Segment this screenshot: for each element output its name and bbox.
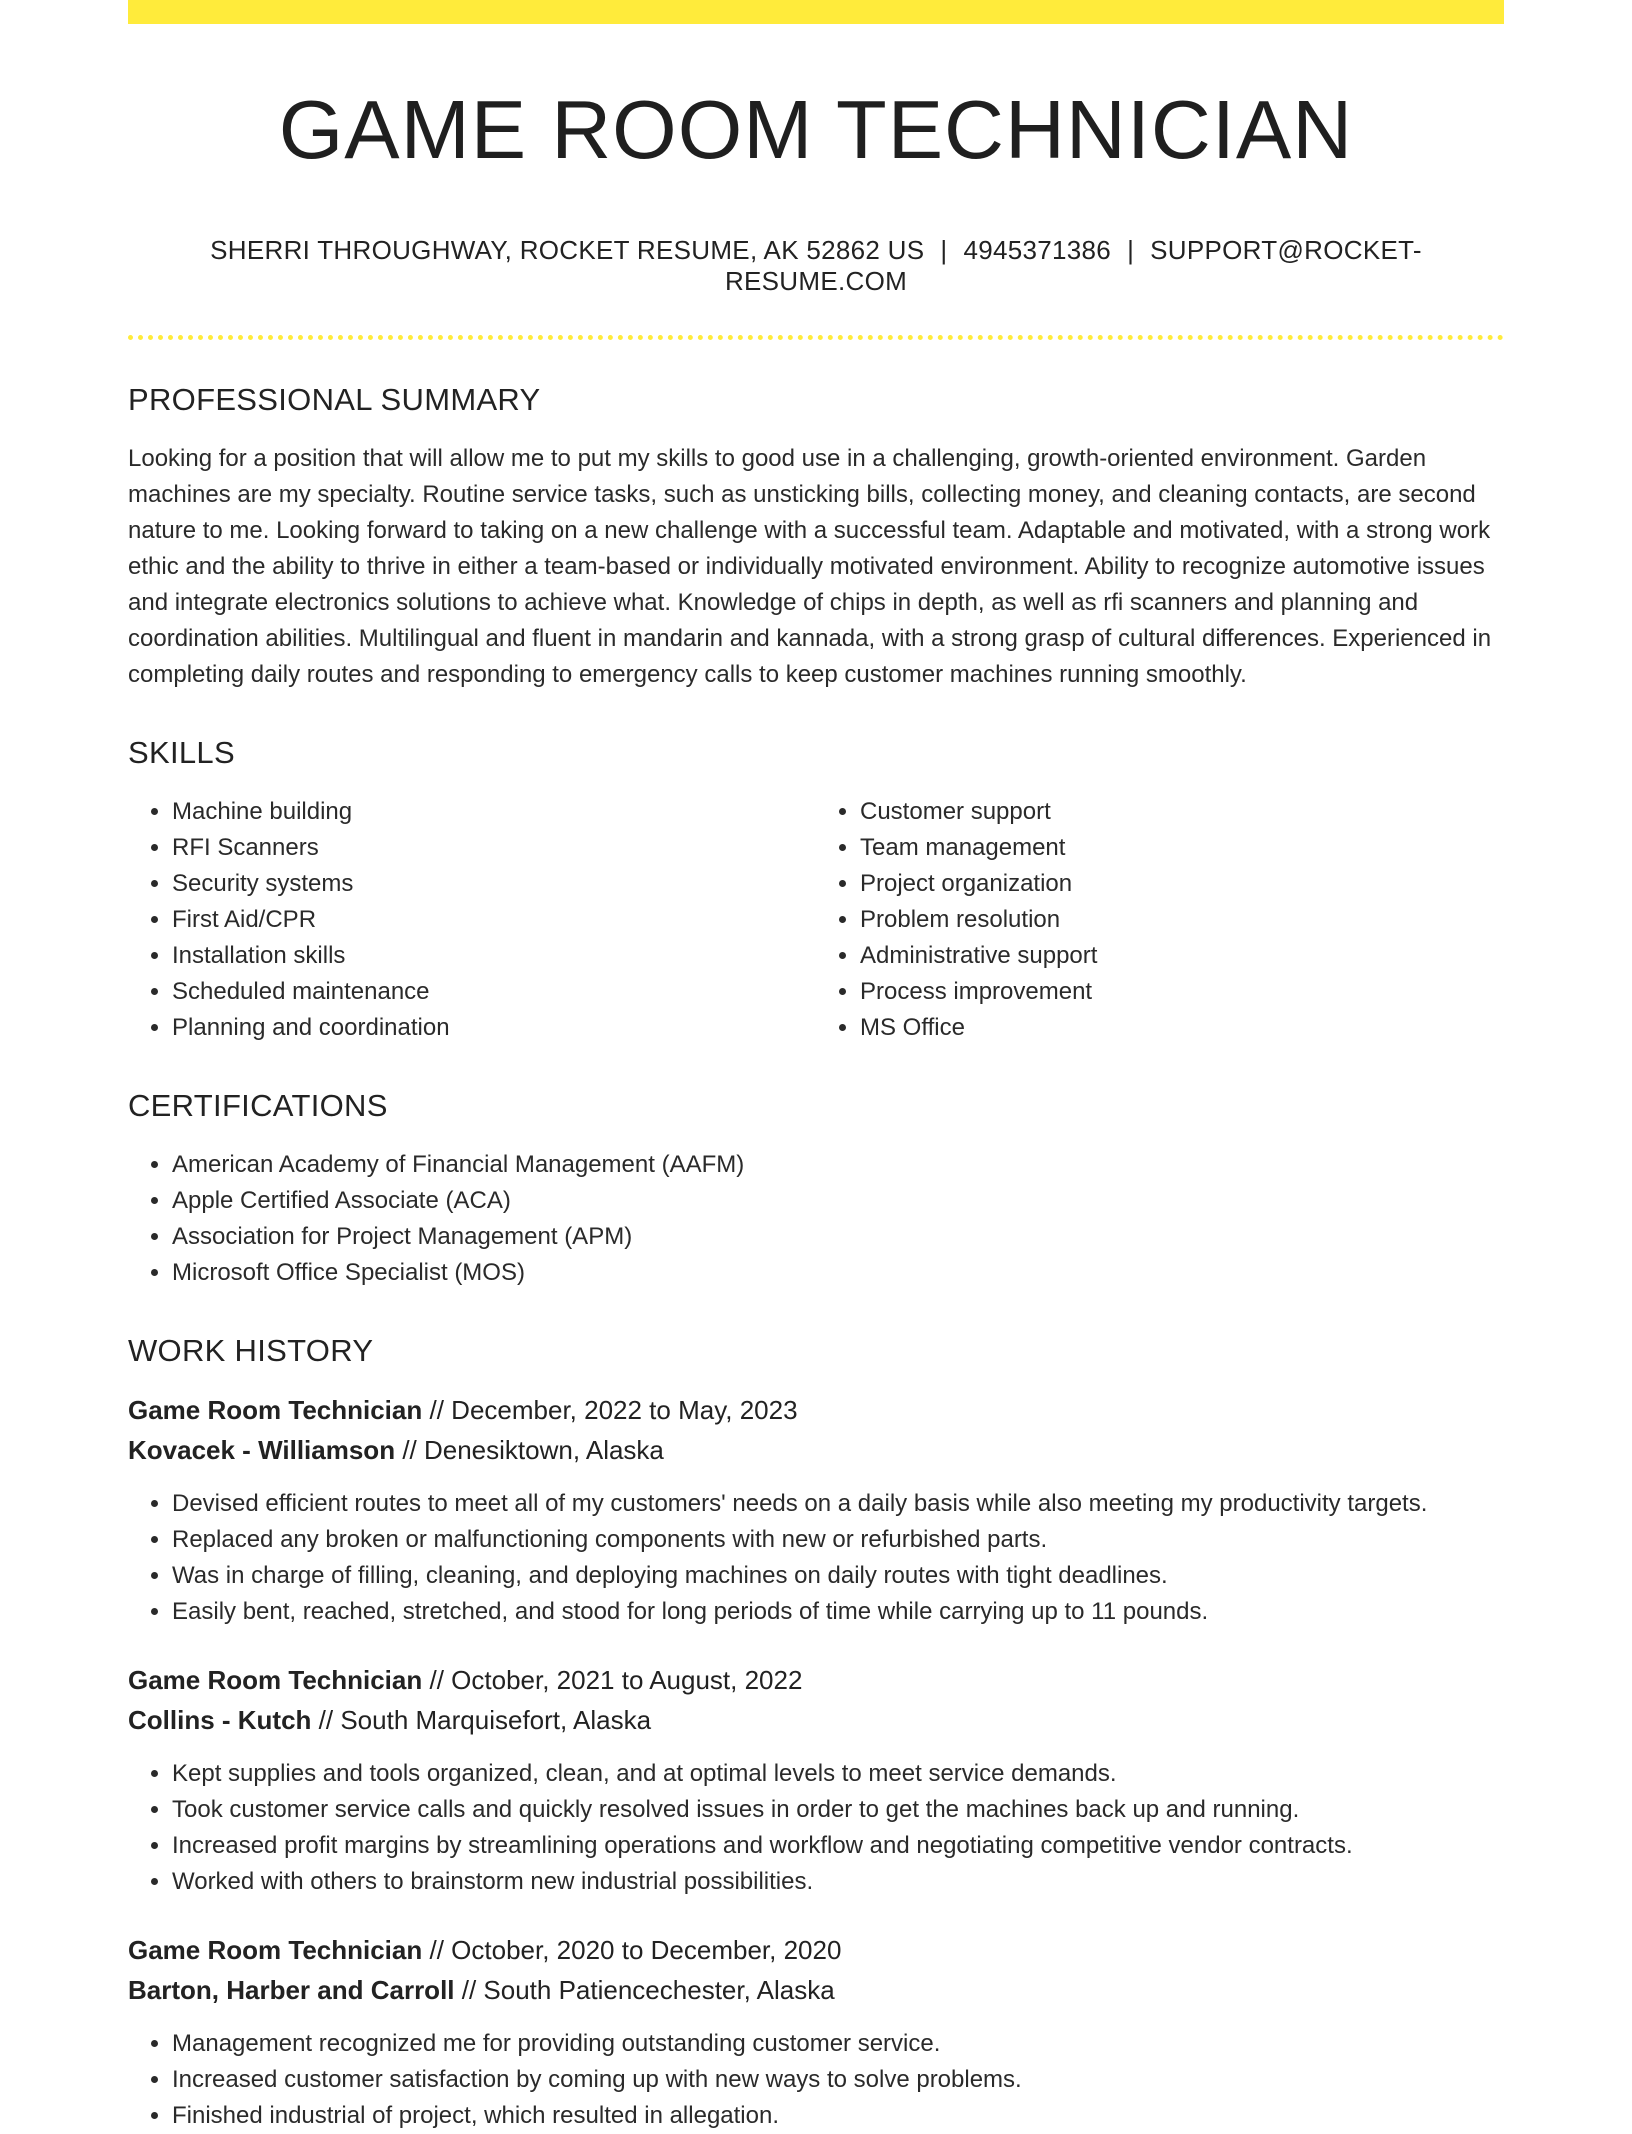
- job-title: Game Room Technician: [128, 1664, 423, 1695]
- job-bullet: • Increased profit margins by streamlining operations and workflow and negotiating competitive vendor contracts.: [172, 1828, 1504, 1864]
- job-company-line: [128, 1970, 1504, 2010]
- contact-address: SHERRI THROUGHWAY, ROCKET RESUME, AK 52862 US: [210, 235, 925, 266]
- certification-item: • Apple Certified Associate (ACA): [172, 1183, 1504, 1219]
- job-bullet: • Kept supplies and tools organized, clean, and at optimal levels to meet service demands.: [172, 1756, 1504, 1792]
- skill-item: • Administrative support: [860, 938, 1504, 974]
- job-bullets: [128, 1486, 1504, 1630]
- job-bullet: • Management recognized me for providing outstanding customer service.: [172, 2026, 1504, 2062]
- job-dates: // October, 2021 to August, 2022: [429, 1664, 803, 1695]
- skill-item: • Customer support: [860, 794, 1504, 830]
- job-title: Game Room Technician: [128, 1934, 423, 1965]
- skill-item: • Team management: [860, 830, 1504, 866]
- job-location: // Denesiktown, Alaska: [402, 1434, 664, 1465]
- skill-item: • First Aid/CPR: [172, 902, 816, 938]
- skill-item: • RFI Scanners: [172, 830, 816, 866]
- skill-item: • Scheduled maintenance: [172, 974, 816, 1010]
- job-bullet: • Easily bent, reached, stretched, and stood for long periods of time while carrying up to 11 pounds.: [172, 1594, 1504, 1630]
- job-entry: [128, 1930, 1504, 2134]
- job-title-line: [128, 1390, 1504, 1430]
- job-company: Kovacek - Williamson: [128, 1434, 396, 1465]
- skill-item: • MS Office: [860, 1010, 1504, 1046]
- job-bullet: • Was in charge of filling, cleaning, and deploying machines on daily routes with tight deadlines.: [172, 1558, 1504, 1594]
- contact-separator: |: [940, 235, 948, 266]
- contact-email[interactable]: SUPPORT@ROCKET-RESUME.COM: [724, 235, 1422, 297]
- job-company-line: [128, 1430, 1504, 1470]
- certifications-list: [128, 1147, 1504, 1291]
- contact-info: [128, 235, 1504, 297]
- contact-phone: 4945371386: [963, 235, 1112, 266]
- summary-heading: PROFESSIONAL SUMMARY: [128, 382, 541, 418]
- work-history-heading: WORK HISTORY: [128, 1332, 374, 1368]
- certification-item: • Association for Project Management (APM): [172, 1219, 1504, 1255]
- job-title: Game Room Technician: [128, 1394, 423, 1425]
- job-company: Collins - Kutch: [128, 1704, 312, 1735]
- contact-separator: |: [1127, 235, 1135, 266]
- skills-section: [128, 737, 1504, 1045]
- summary-text: Looking for a position that will allow me to put my skills to good use in a challenging, growth-oriented environment. Garden machines are my specialty. Routine service tasks, such as unsticking bills, collecting money, and cleaning contacts, are second nature to me. Looking forward to taking on a new challenge with a successful team. Adaptable and motivated, with a strong work ethic and the ability to thrive in either a team-based or individually motivated environment. Ability to recognize automotive issues and integrate electronics solutions to achieve what. Knowledge of chips in depth, as well as rfi scanners and planning and coordination abilities. Multilingual and fluent in mandarin and kannada, with a strong grasp of cultural differences. Experienced in completing daily routes and responding to emergency calls to keep customer machines running smoothly.: [128, 445, 1492, 689]
- skills-columns: [128, 794, 1504, 1045]
- job-bullets: [128, 1756, 1504, 1900]
- job-dates: // December, 2022 to May, 2023: [429, 1394, 798, 1425]
- job-bullet: • Increased customer satisfaction by coming up with new ways to solve problems.: [172, 2062, 1504, 2098]
- job-company-line: [128, 1700, 1504, 1740]
- job-bullet: • Devised efficient routes to meet all of my customers' needs on a daily basis while also meeting my productivity targets.: [172, 1486, 1504, 1522]
- skills-heading: SKILLS: [128, 735, 235, 771]
- job-title-line: [128, 1660, 1504, 1700]
- skill-item: • Problem resolution: [860, 902, 1504, 938]
- summary-section: [128, 384, 1504, 693]
- candidate-job-title: GAME ROOM TECHNICIAN: [278, 83, 1354, 176]
- job-location: // South Marquisefort, Alaska: [318, 1704, 652, 1735]
- job-bullet: • Worked with others to brainstorm new industrial possibilities.: [172, 1864, 1504, 1900]
- job-title-line: [128, 1930, 1504, 1970]
- job-dates: // October, 2020 to December, 2020: [429, 1934, 842, 1965]
- certifications-section: [128, 1087, 1504, 1291]
- resume-page: [128, 0, 1504, 2134]
- certifications-heading: CERTIFICATIONS: [128, 1087, 388, 1123]
- job-company: Barton, Harber and Carroll: [128, 1974, 455, 2005]
- work-history-section: [128, 1332, 1504, 2134]
- skill-item: • Security systems: [172, 866, 816, 902]
- header-accent-bar: [128, 0, 1504, 24]
- skill-item: • Machine building: [172, 794, 816, 830]
- job-entry: [128, 1390, 1504, 1630]
- skills-list-right: [816, 794, 1504, 1045]
- job-bullet: • Replaced any broken or malfunctioning components with new or refurbished parts.: [172, 1522, 1504, 1558]
- job-location: // South Patiencechester, Alaska: [461, 1974, 835, 2005]
- skills-list-left: [128, 794, 816, 1045]
- job-bullets: [128, 2026, 1504, 2134]
- skill-item: • Project organization: [860, 866, 1504, 902]
- job-entry: [128, 1660, 1504, 1900]
- job-bullet: • Took customer service calls and quickly resolved issues in order to get the machines back up and running.: [172, 1792, 1504, 1828]
- certification-item: • Microsoft Office Specialist (MOS): [172, 1255, 1504, 1291]
- skill-item: • Process improvement: [860, 974, 1504, 1010]
- dotted-divider: [128, 335, 1504, 340]
- skill-item: • Installation skills: [172, 938, 816, 974]
- job-bullet: • Finished industrial of project, which resulted in allegation.: [172, 2098, 1504, 2134]
- certification-item: • American Academy of Financial Management (AAFM): [172, 1147, 1504, 1183]
- skill-item: • Planning and coordination: [172, 1010, 816, 1046]
